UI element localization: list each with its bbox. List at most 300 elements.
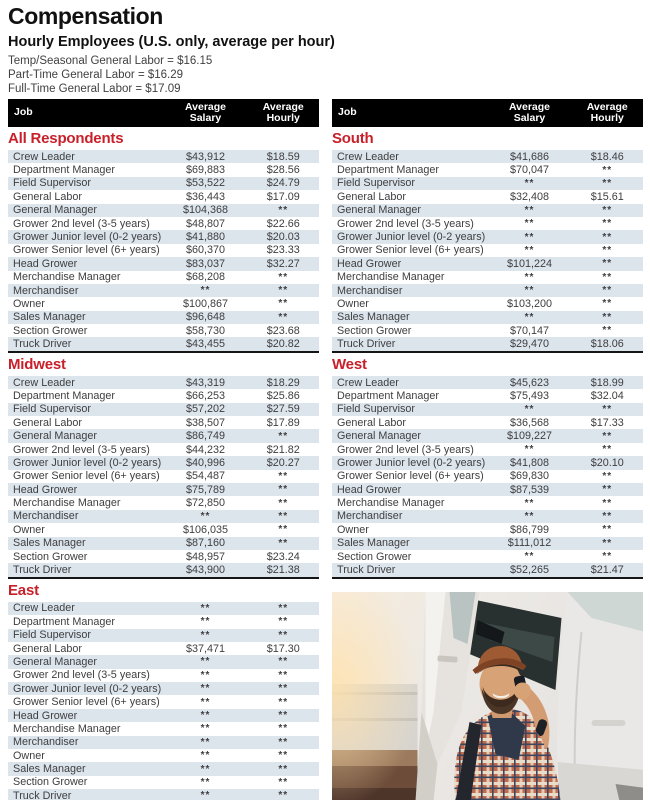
section-west (332, 357, 643, 579)
job-cell: Section Grower (337, 550, 412, 563)
salary-cell: $43,455 (185, 338, 225, 351)
table-rows-midwest (8, 376, 319, 579)
salary-cell: $43,900 (185, 564, 225, 577)
column-header-average-hourly: Average Hourly (586, 100, 628, 124)
table-row (332, 483, 643, 496)
job-cell: General Manager (13, 430, 98, 443)
table-row (8, 150, 319, 163)
column-header-average-salary: Average Salary (184, 100, 227, 124)
table-row (8, 311, 319, 324)
hourly-cell: $18.06 (590, 338, 624, 351)
job-cell: Grower 2nd level (3-5 years) (13, 217, 150, 230)
hourly-cell: ** (278, 298, 289, 310)
job-cell: Head Grower (13, 709, 78, 722)
hourly-cell: ** (278, 696, 289, 708)
hourly-cell: ** (278, 311, 289, 323)
hourly-cell: ** (602, 298, 613, 310)
column-header-job: Job (14, 106, 33, 119)
hourly-cell: $21.82 (266, 443, 300, 456)
job-cell: Grower 2nd level (3-5 years) (337, 443, 474, 456)
hourly-cell: ** (278, 430, 289, 442)
table-row (8, 230, 319, 243)
section-title-all-respondents: All Respondents (8, 130, 124, 147)
salary-cell: ** (200, 683, 211, 695)
table-columns (8, 99, 643, 800)
salary-cell: $111,012 (507, 537, 552, 550)
job-cell: Merchandise Manager (337, 497, 445, 510)
hourly-cell: ** (602, 403, 613, 415)
intro-line-part-time: Part-Time General Labor = $16.29 (8, 69, 184, 81)
table-row (8, 722, 319, 735)
hourly-cell: ** (278, 470, 289, 482)
hourly-cell: $20.03 (266, 231, 300, 244)
table-row (332, 470, 643, 483)
salary-cell: ** (200, 510, 211, 522)
hourly-cell: ** (278, 683, 289, 695)
table-row (8, 749, 319, 762)
hourly-cell: ** (602, 244, 613, 256)
hourly-cell: $18.29 (266, 376, 300, 389)
section-midwest (8, 357, 319, 579)
hourly-cell: ** (278, 497, 289, 509)
salary-cell: ** (524, 551, 535, 563)
hourly-cell: $28.56 (266, 164, 300, 177)
table-row (332, 416, 643, 429)
table-row (332, 297, 643, 310)
hourly-cell: ** (602, 218, 613, 230)
job-cell: General Labor (13, 642, 83, 655)
job-cell: Department Manager (13, 164, 116, 177)
salary-cell: $96,648 (185, 311, 225, 324)
hourly-cell: $18.59 (266, 150, 300, 163)
job-cell: Truck Driver (13, 564, 72, 577)
job-cell: General Manager (13, 655, 98, 668)
hourly-cell: ** (602, 271, 613, 283)
hourly-cell: $17.30 (266, 642, 300, 655)
section-title-midwest: Midwest (8, 355, 66, 373)
job-cell: Grower Senior level (6+ years) (13, 470, 160, 483)
job-cell: Merchandiser (13, 736, 79, 749)
table-row (8, 550, 319, 563)
page-subtitle: Hourly Employees (U.S. only, average per hour) (8, 34, 335, 50)
hourly-cell: $20.27 (266, 456, 300, 469)
salary-cell: $104,368 (182, 204, 228, 217)
table-row (332, 510, 643, 523)
table-row (8, 496, 319, 509)
job-cell: General Labor (13, 190, 83, 203)
job-cell: Truck Driver (13, 789, 72, 800)
salary-cell: $86,749 (185, 430, 225, 443)
table-row (8, 416, 319, 429)
job-cell: Head Grower (337, 483, 402, 496)
section-title-south: South (332, 130, 374, 147)
table-row (8, 789, 319, 800)
job-cell: Sales Manager (337, 311, 410, 324)
salary-cell: $69,883 (185, 164, 225, 177)
hourly-cell: ** (278, 776, 289, 788)
salary-cell: $36,443 (185, 190, 225, 203)
salary-cell: ** (200, 696, 211, 708)
page-title: Compensation (8, 3, 163, 29)
salary-cell: $40,996 (185, 456, 225, 469)
job-cell: Grower Junior level (0-2 years) (337, 231, 486, 244)
salary-cell: $41,880 (185, 231, 225, 244)
table-row (8, 204, 319, 217)
salary-cell: ** (200, 723, 211, 735)
section-all-respondents (8, 131, 319, 353)
hourly-cell: ** (602, 430, 613, 442)
job-cell: General Labor (13, 416, 83, 429)
table-row (8, 470, 319, 483)
salary-cell: ** (200, 616, 211, 628)
hourly-cell: ** (602, 285, 613, 297)
salary-cell: $101,224 (506, 257, 552, 270)
job-cell: Field Supervisor (13, 403, 92, 416)
hourly-cell: ** (602, 231, 613, 243)
job-cell: Crew Leader (13, 150, 75, 163)
table-row (332, 244, 643, 257)
hourly-cell: ** (602, 537, 613, 549)
salary-cell: $60,370 (185, 244, 225, 257)
truck-driver-photo (332, 592, 643, 800)
job-cell: Grower Senior level (6+ years) (337, 470, 484, 483)
job-cell: Department Manager (13, 615, 116, 628)
hourly-cell: $24.79 (266, 177, 300, 190)
intro-line-temp-seasonal: Temp/Seasonal General Labor = $16.15 (8, 55, 213, 67)
job-cell: Field Supervisor (13, 177, 92, 190)
hourly-cell: ** (278, 616, 289, 628)
table-row (8, 297, 319, 310)
job-cell: Merchandise Manager (337, 271, 445, 284)
job-cell: Truck Driver (13, 338, 72, 351)
job-cell: Sales Manager (13, 537, 86, 550)
table-row (8, 695, 319, 708)
salary-cell: ** (200, 656, 211, 668)
intro-line-full-time: Full-Time General Labor = $17.09 (8, 83, 181, 95)
job-cell: Sales Manager (337, 537, 410, 550)
hourly-cell: $27.59 (266, 403, 300, 416)
hourly-cell: ** (602, 484, 613, 496)
hourly-cell: $23.24 (266, 550, 300, 563)
hourly-cell: ** (278, 790, 289, 800)
salary-cell: $58,730 (185, 324, 225, 337)
salary-cell: $48,807 (185, 217, 225, 230)
table-row (8, 563, 319, 576)
table-row (332, 496, 643, 509)
salary-cell: $69,830 (509, 470, 549, 483)
job-cell: Owner (13, 297, 45, 310)
hourly-cell: $32.27 (266, 257, 300, 270)
hourly-cell: $23.68 (266, 324, 300, 337)
job-cell: Department Manager (337, 389, 440, 402)
table-row (8, 389, 319, 402)
hourly-cell: $18.46 (590, 150, 624, 163)
job-cell: Section Grower (13, 550, 88, 563)
salary-cell: $43,912 (185, 150, 225, 163)
hourly-cell: ** (602, 497, 613, 509)
salary-cell: ** (524, 204, 535, 216)
job-cell: Grower Senior level (6+ years) (13, 696, 160, 709)
job-cell: Grower 2nd level (3-5 years) (13, 669, 150, 682)
salary-cell: $68,208 (185, 271, 225, 284)
hourly-cell: $15.61 (590, 190, 624, 203)
column-header-average-salary: Average Salary (508, 100, 551, 124)
job-cell: Grower 2nd level (3-5 years) (13, 443, 150, 456)
salary-cell: $103,200 (506, 297, 552, 310)
table-row (8, 376, 319, 389)
section-south (332, 131, 643, 353)
salary-cell: $41,686 (509, 150, 549, 163)
left-column (8, 99, 319, 800)
left-table-header (8, 99, 319, 127)
table-row (332, 324, 643, 337)
table-row (8, 776, 319, 789)
salary-cell: $70,147 (509, 324, 549, 337)
job-cell: Crew Leader (13, 376, 75, 389)
table-row (8, 682, 319, 695)
table-row (8, 523, 319, 536)
table-row (8, 483, 319, 496)
table-row (8, 284, 319, 297)
job-cell: Field Supervisor (337, 177, 416, 190)
salary-cell: ** (524, 218, 535, 230)
table-row (332, 190, 643, 203)
hourly-cell: ** (602, 551, 613, 563)
job-cell: Crew Leader (13, 602, 75, 615)
hourly-cell: ** (278, 750, 289, 762)
salary-cell: ** (524, 177, 535, 189)
table-row (8, 324, 319, 337)
hourly-cell: ** (278, 537, 289, 549)
table-row (8, 429, 319, 442)
salary-cell: $44,232 (185, 443, 225, 456)
table-row (8, 762, 319, 775)
hourly-cell: ** (278, 723, 289, 735)
salary-cell: ** (524, 231, 535, 243)
table-row (332, 284, 643, 297)
table-rows-east (8, 602, 319, 800)
hourly-cell: ** (602, 177, 613, 189)
job-cell: Sales Manager (13, 763, 86, 776)
hourly-cell: ** (278, 484, 289, 496)
job-cell: Head Grower (13, 257, 78, 270)
hourly-cell: $17.09 (266, 190, 300, 203)
job-cell: Owner (337, 523, 369, 536)
hourly-cell: $17.33 (590, 416, 624, 429)
salary-cell: $106,035 (182, 523, 228, 536)
salary-cell: $83,037 (185, 257, 225, 270)
salary-cell: ** (200, 629, 211, 641)
hourly-cell: ** (278, 736, 289, 748)
job-cell: Field Supervisor (13, 629, 92, 642)
job-cell: Owner (13, 523, 45, 536)
salary-cell: $75,789 (185, 483, 225, 496)
job-cell: Head Grower (337, 257, 402, 270)
table-row (8, 615, 319, 628)
salary-cell: $52,265 (509, 564, 549, 577)
table-row (332, 230, 643, 243)
salary-cell: ** (524, 403, 535, 415)
table-rows-south (332, 150, 643, 353)
table-row (8, 602, 319, 615)
job-cell: Merchandise Manager (13, 271, 121, 284)
job-cell: General Manager (337, 430, 422, 443)
hourly-cell: ** (278, 510, 289, 522)
table-row (332, 403, 643, 416)
section-east (8, 583, 319, 800)
table-rows-west (332, 376, 643, 579)
salary-cell: ** (524, 311, 535, 323)
table-row (8, 456, 319, 469)
hourly-cell: ** (278, 629, 289, 641)
salary-cell: $109,227 (506, 430, 552, 443)
salary-cell: ** (524, 271, 535, 283)
table-row (332, 150, 643, 163)
job-cell: Grower Junior level (0-2 years) (337, 456, 486, 469)
hourly-cell: $21.47 (590, 564, 624, 577)
table-row (8, 190, 319, 203)
salary-cell: $45,623 (509, 376, 549, 389)
table-row (8, 510, 319, 523)
salary-cell: $70,047 (509, 164, 549, 177)
hourly-cell: $22.66 (266, 217, 300, 230)
table-row (8, 709, 319, 722)
truck-driver-photo-illustration (332, 592, 643, 800)
table-row (332, 257, 643, 270)
job-cell: Grower Junior level (0-2 years) (13, 682, 162, 695)
salary-cell: $41,808 (509, 456, 549, 469)
table-row (332, 537, 643, 550)
table-row (8, 629, 319, 642)
table-row (8, 537, 319, 550)
job-cell: Crew Leader (337, 376, 399, 389)
salary-cell: $66,253 (185, 389, 225, 402)
right-column (332, 99, 643, 800)
salary-cell: $53,522 (185, 177, 225, 190)
job-cell: Grower 2nd level (3-5 years) (337, 217, 474, 230)
table-row (8, 271, 319, 284)
table-row (332, 163, 643, 176)
job-cell: Merchandise Manager (13, 722, 121, 735)
job-cell: Section Grower (337, 324, 412, 337)
hourly-cell: $21.38 (266, 564, 300, 577)
salary-cell: ** (524, 444, 535, 455)
job-cell: Department Manager (13, 389, 116, 402)
table-rows-all-respondents (8, 150, 319, 353)
hourly-cell: ** (278, 271, 289, 283)
table-row (332, 429, 643, 442)
table-row (8, 642, 319, 655)
intro-notes (8, 54, 643, 96)
table-row (332, 271, 643, 284)
salary-cell: $32,408 (509, 190, 549, 203)
hourly-cell: ** (278, 602, 289, 614)
job-cell: Merchandiser (13, 284, 79, 297)
salary-cell: $36,568 (509, 416, 549, 429)
job-cell: General Manager (13, 204, 98, 217)
job-cell: Merchandiser (13, 510, 79, 523)
table-row (8, 736, 319, 749)
hourly-cell: ** (602, 510, 613, 522)
hourly-cell: ** (278, 710, 289, 722)
right-table-header (332, 99, 643, 127)
report-page (0, 3, 650, 800)
salary-cell: $72,850 (185, 497, 225, 510)
job-cell: Truck Driver (337, 564, 396, 577)
hourly-cell: ** (602, 444, 613, 455)
salary-cell: $54,487 (185, 470, 225, 483)
salary-cell: ** (200, 602, 211, 614)
salary-cell: $29,470 (509, 338, 549, 351)
hourly-cell: ** (602, 325, 613, 337)
salary-cell: $75,493 (509, 389, 549, 402)
hourly-cell: ** (602, 470, 613, 482)
hourly-cell: $20.10 (590, 456, 624, 469)
job-cell: Merchandise Manager (13, 497, 121, 510)
hourly-cell: ** (278, 763, 289, 775)
table-row (8, 217, 319, 230)
hourly-cell: $18.99 (590, 376, 624, 389)
table-row (8, 257, 319, 270)
job-cell: Head Grower (13, 483, 78, 496)
column-header-job: Job (338, 106, 357, 119)
job-cell: General Labor (337, 416, 407, 429)
table-row (8, 337, 319, 350)
hourly-cell: ** (602, 258, 613, 270)
table-row (332, 177, 643, 190)
table-row (8, 669, 319, 682)
table-row (8, 443, 319, 456)
hourly-cell: ** (602, 524, 613, 536)
job-cell: General Manager (337, 204, 422, 217)
salary-cell: ** (524, 244, 535, 256)
table-row (332, 376, 643, 389)
table-row (332, 563, 643, 576)
table-row (332, 523, 643, 536)
table-row (332, 550, 643, 563)
salary-cell: ** (524, 510, 535, 522)
salary-cell: $37,471 (185, 642, 225, 655)
hourly-cell: ** (278, 669, 289, 681)
column-header-average-hourly: Average Hourly (262, 100, 304, 124)
job-cell: Owner (13, 749, 45, 762)
hourly-cell: ** (602, 164, 613, 176)
hourly-cell: $20.82 (266, 338, 300, 351)
hourly-cell: $32.04 (590, 389, 624, 402)
job-cell: Owner (337, 297, 369, 310)
job-cell: Merchandiser (337, 284, 403, 297)
hourly-cell: $17.89 (266, 416, 300, 429)
salary-cell: $87,160 (185, 537, 225, 550)
job-cell: Field Supervisor (337, 403, 416, 416)
salary-cell: ** (200, 750, 211, 762)
hourly-cell: ** (602, 311, 613, 323)
salary-cell: ** (200, 710, 211, 722)
salary-cell: ** (200, 790, 211, 800)
table-row (8, 177, 319, 190)
salary-cell: $87,539 (509, 483, 549, 496)
salary-cell: $48,957 (185, 550, 225, 563)
job-cell: Section Grower (13, 324, 88, 337)
salary-cell: ** (524, 497, 535, 509)
job-cell: Truck Driver (337, 338, 396, 351)
table-row (8, 403, 319, 416)
salary-cell: ** (524, 285, 535, 297)
salary-cell: $86,799 (509, 523, 549, 536)
job-cell: Grower Senior level (6+ years) (13, 244, 160, 257)
table-row (332, 456, 643, 469)
job-cell: Department Manager (337, 164, 440, 177)
